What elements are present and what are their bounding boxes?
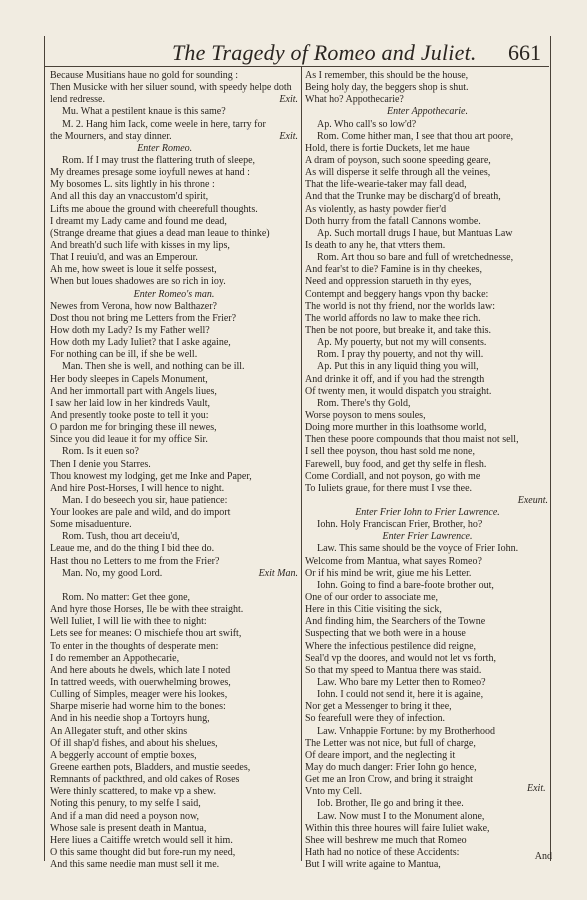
- margin-stage-direction: Exit.: [527, 783, 546, 794]
- line-text: Sharpe miserie had worne him to the bones:: [50, 701, 226, 713]
- text-line: [50, 665, 298, 677]
- line-text: Then I denie you Starres.: [50, 458, 151, 470]
- text-line: [50, 653, 298, 665]
- text-line: [50, 446, 298, 458]
- catchword: And: [534, 851, 552, 862]
- text-line: [305, 811, 550, 823]
- line-text: Vnto my Cell.: [305, 786, 362, 798]
- text-line: [50, 434, 298, 446]
- line-text: Suspecting that we both were in a house: [305, 628, 466, 640]
- line-text: Farewell, buy food, and get thy selfe in flesh.: [305, 458, 487, 470]
- line-text: Then these poore compounds that thou maist not sell,: [305, 434, 519, 446]
- line-text: O pardon me for bringing these ill newes,: [50, 422, 217, 434]
- text-line: [50, 82, 298, 94]
- line-text: I saw her laid low in her kindreds Vault,: [50, 397, 211, 409]
- text-line: [305, 483, 550, 495]
- line-text: Hold, there is fortie Duckets, let me haue: [305, 142, 470, 154]
- line-text: Thou knowest my lodging, get me Inke and Paper,: [50, 470, 252, 482]
- text-line: [50, 677, 298, 689]
- line-text: Or if his mind be writ, giue me his Letter.: [305, 567, 472, 579]
- line-text: Because Musitians haue no gold for sounding :: [50, 70, 239, 81]
- line-text: Whose sale is present death in Mantua,: [50, 822, 207, 834]
- line-text: To Iuliets graue, for there must I vse thee.: [305, 482, 473, 494]
- text-line: [305, 131, 550, 143]
- line-text: Law. Now must I to the Monument alone,: [317, 810, 485, 822]
- text-line: [305, 82, 550, 94]
- text-line: [305, 349, 550, 361]
- text-line: [50, 689, 298, 701]
- text-line: [305, 228, 550, 240]
- line-text: Rom. Art thou so bare and full of wretchednesse,: [317, 252, 514, 264]
- line-text: In tattred weeds, with ouerwhelming browes,: [50, 677, 231, 689]
- line-text: And hire Post-Horses, I will hence to night.: [50, 482, 225, 494]
- text-line: [305, 519, 550, 531]
- text-line: [305, 774, 550, 786]
- text-line: [305, 653, 550, 665]
- text-line: [50, 762, 298, 774]
- line-text: Enter Romeo's man.: [133, 288, 215, 300]
- text-line: [50, 616, 298, 628]
- text-line: [305, 325, 550, 337]
- line-text: Then be not poore, but breake it, and take this.: [305, 324, 492, 336]
- line-text: Man. No, my good Lord.: [62, 567, 163, 579]
- text-line: [305, 94, 550, 106]
- line-text: Mu. What a pestilent knaue is this same?: [62, 106, 226, 118]
- text-line: [305, 713, 550, 725]
- text-line: [305, 543, 550, 555]
- line-text: Enter Appothecarie.: [387, 106, 468, 118]
- text-line: [305, 119, 550, 131]
- line-text: And that the Trunke may be discharg'd of breath,: [305, 191, 501, 203]
- line-text: And fear'st to die? Famine is in thy cheekes,: [305, 264, 483, 276]
- line-text: As I remember, this should be the house,: [305, 70, 469, 81]
- text-line: [50, 301, 298, 313]
- right-column: [305, 70, 550, 871]
- text-line: [305, 641, 550, 653]
- text-line: [50, 823, 298, 835]
- text-line: [305, 786, 550, 798]
- line-text: As violently, as hasty powder fier'd: [305, 203, 447, 215]
- text-line: [305, 374, 550, 386]
- line-text: Ap. Such mortall drugs I haue, but Mantuas Law: [317, 227, 513, 239]
- text-line: [50, 580, 298, 592]
- running-header: [44, 36, 549, 67]
- column-divider: [301, 66, 302, 861]
- line-text: M. 2. Hang him Iack, come weele in here, tarry for: [62, 118, 266, 130]
- text-line: [305, 264, 550, 276]
- text-line: [305, 70, 550, 82]
- text-line: [305, 240, 550, 252]
- text-line: [50, 276, 298, 288]
- line-text: A beggerly account of emptie boxes,: [50, 749, 197, 761]
- line-text: So that my speed to Mantua there was staid.: [305, 664, 482, 676]
- line-text: And all this day an vnaccustom'd spirit,: [50, 191, 209, 203]
- text-line: [50, 641, 298, 653]
- text-line: [50, 252, 298, 264]
- text-line: [50, 786, 298, 798]
- left-column: [50, 70, 298, 871]
- text-line: [50, 859, 298, 871]
- line-text: And drinke it off, and if you had the strength: [305, 373, 485, 385]
- text-line: [50, 592, 298, 604]
- line-text: O this same thought did but fore-run my need,: [50, 847, 236, 858]
- text-line: [50, 701, 298, 713]
- text-line: [50, 398, 298, 410]
- line-text: Newes from Verona, how now Balthazer?: [50, 300, 217, 312]
- line-text: Shee will beshrew me much that Romeo: [305, 834, 467, 846]
- text-line: [305, 835, 550, 847]
- line-text: And in his needie shop a Tortoyrs hung,: [50, 713, 210, 725]
- line-text: Man. I do beseech you sir, haue patience:: [62, 494, 228, 506]
- line-text: My bosomes L. sits lightly in his throne :: [50, 179, 215, 191]
- text-line: [50, 568, 298, 580]
- line-text: That the life-wearie-taker may fall dead,: [305, 179, 467, 191]
- text-line: [50, 179, 298, 191]
- text-line: [305, 361, 550, 373]
- text-line: [305, 252, 550, 264]
- line-text: Rom. I pray thy pouerty, and not thy will.: [317, 349, 484, 361]
- line-text: To enter in the thoughts of desperate men:: [50, 640, 219, 652]
- text-line: [50, 119, 298, 131]
- line-text: Doing more murther in this loathsome world,: [305, 422, 487, 434]
- stage-direction: [50, 143, 298, 155]
- text-line: [305, 471, 550, 483]
- line-text: Law. This same should be the voyce of Frier Iohn.: [317, 543, 519, 555]
- line-text: Culling of Simples, meager were his lookes,: [50, 689, 228, 701]
- text-line: [50, 325, 298, 337]
- text-line: [50, 713, 298, 725]
- line-text: Here in this Citie visiting the sick,: [305, 604, 442, 616]
- exit-direction: Exit.: [279, 94, 298, 106]
- line-text: Hast thou no Letters to me from the Frier?: [50, 555, 220, 567]
- text-line: [305, 665, 550, 677]
- text-line: [50, 240, 298, 252]
- text-line: [50, 847, 298, 859]
- line-text: Where the infectious pestilence did reigne,: [305, 640, 477, 652]
- line-text: Rom. If I may trust the flattering truth of sleepe,: [62, 154, 256, 166]
- line-text: The world affords no law to make thee rich.: [305, 312, 481, 324]
- text-line: [50, 374, 298, 386]
- text-line: [305, 410, 550, 422]
- text-line: [305, 276, 550, 288]
- line-text: Law. Vnhappie Fortune: by my Brotherhood: [317, 725, 496, 737]
- text-line: [50, 738, 298, 750]
- text-line: [305, 204, 550, 216]
- line-text: Some misaduenture.: [50, 519, 132, 531]
- text-line: [305, 798, 550, 810]
- line-text: And breath'd such life with kisses in my lips,: [50, 239, 230, 251]
- text-line: [50, 531, 298, 543]
- line-text: Enter Frier Iohn to Frier Lawrence.: [355, 507, 500, 519]
- line-text: Get me an Iron Crow, and bring it straight: [305, 774, 473, 786]
- text-line: [305, 568, 550, 580]
- text-line: [50, 628, 298, 640]
- text-line: [50, 798, 298, 810]
- line-text: Doth hurry from the fatall Cannons wombe.: [305, 215, 481, 227]
- text-line: [305, 556, 550, 568]
- line-text: Law. Who bare my Letter then to Romeo?: [317, 677, 486, 689]
- text-line: [305, 580, 550, 592]
- text-line: [50, 70, 298, 82]
- line-text: And if a man did need a poyson now,: [50, 810, 200, 822]
- line-text: And here abouts he dwels, which late I noted: [50, 664, 231, 676]
- line-text: Ap. Who call's so low'd?: [317, 118, 417, 130]
- text-line: [50, 483, 298, 495]
- line-text: Her body sleepes in Capels Monument,: [50, 373, 208, 385]
- page-number: 661: [508, 40, 541, 65]
- line-text: Rom. Come hither man, I see that thou art poore,: [317, 130, 514, 142]
- text-line: [50, 361, 298, 373]
- text-line: [50, 495, 298, 507]
- text-line: [50, 835, 298, 847]
- text-line: [50, 106, 298, 118]
- text-line: [305, 179, 550, 191]
- text-line: [50, 471, 298, 483]
- line-text: But I will write againe to Mantua,: [305, 859, 441, 871]
- line-text: What ho? Appothecarie?: [305, 94, 404, 106]
- line-text: Well Iuliet, I will lie with thee to night:: [50, 616, 207, 628]
- text-line: [305, 592, 550, 604]
- line-text: Enter Romeo.: [137, 142, 193, 154]
- exit-direction: Exit Man.: [258, 567, 298, 579]
- line-text: Welcome from Mantua, what sayes Romeo?: [305, 555, 482, 567]
- line-text: Need and oppression starueth in thy eyes,: [305, 276, 472, 288]
- line-text: And presently tooke poste to tell it you:: [50, 409, 209, 421]
- text-line: [50, 556, 298, 568]
- text-line: [305, 386, 550, 398]
- exit-direction: Exit.: [279, 130, 298, 142]
- text-line: [305, 422, 550, 434]
- line-text: Man. Then she is well, and nothing can be ill.: [62, 361, 245, 373]
- line-text: I dreamt my Lady came and found me dead,: [50, 215, 227, 227]
- text-line: [305, 750, 550, 762]
- text-line: [305, 616, 550, 628]
- text-line: [305, 216, 550, 228]
- text-line: [305, 434, 550, 446]
- line-text: Ap. My pouerty, but not my will consents.: [317, 337, 487, 349]
- line-text: May do much danger: Frier Iohn go hence,: [305, 762, 477, 774]
- line-text: the Mourners, and stay dinner.: [50, 130, 172, 142]
- text-line: [305, 847, 550, 859]
- line-text: Exeunt.: [517, 494, 548, 506]
- text-line: [50, 543, 298, 555]
- stage-direction: [50, 289, 298, 301]
- text-line: [305, 313, 550, 325]
- line-text: Rom. Is it euen so?: [62, 446, 139, 458]
- text-line: [50, 167, 298, 179]
- line-text: Your lookes are pale and wild, and do import: [50, 507, 231, 519]
- text-line: [305, 155, 550, 167]
- text-line: [50, 313, 298, 325]
- line-text: When but loues shadowes are so rich in ioy.: [50, 276, 226, 288]
- line-text: Enter Frier Lawrence.: [382, 531, 473, 543]
- line-text: (Strange dreame that giues a dead man leaue to thinke): [50, 227, 270, 239]
- line-text: Here liues a Caitiffe wretch would sell it him.: [50, 834, 233, 846]
- line-text: Rom. No matter: Get thee gone,: [62, 592, 191, 604]
- text-line: [50, 459, 298, 471]
- text-line: [305, 191, 550, 203]
- line-text: And this same needie man must sell it me.: [50, 859, 220, 871]
- line-text: My dreames presage some ioyfull newes at hand :: [50, 167, 250, 179]
- line-text: Remnants of packthred, and old cakes of Roses: [50, 774, 240, 786]
- line-text: Rom. Tush, thou art deceiu'd,: [62, 531, 180, 543]
- line-text: So fearefull were they of infection.: [305, 713, 445, 725]
- text-line: [50, 726, 298, 738]
- text-line: [50, 228, 298, 240]
- line-text: Then Musicke with her siluer sound, with speedy helpe doth: [50, 82, 292, 94]
- stage-direction: [305, 106, 550, 118]
- text-line: [305, 289, 550, 301]
- line-text: Being holy day, the beggers shop is shut.: [305, 82, 469, 94]
- text-line: [50, 264, 298, 276]
- line-text: The Letter was not nice, but full of charge,: [305, 737, 476, 749]
- line-text: That I reuiu'd, and was an Emperour.: [50, 252, 198, 264]
- stage-direction: [305, 507, 550, 519]
- line-text: As will disperse it selfe through all the veines,: [305, 167, 491, 179]
- text-line: [305, 689, 550, 701]
- text-line: [50, 94, 298, 106]
- line-text: Is death to any he, that vtters them.: [305, 239, 446, 251]
- line-text: Ah me, how sweet is loue it selfe possest,: [50, 264, 217, 276]
- line-text: Come Cordiall, and not poyson, go with me: [305, 470, 481, 482]
- text-line: [50, 131, 298, 143]
- text-line: [50, 155, 298, 167]
- line-text: Nor get a Messenger to bring it thee,: [305, 701, 452, 713]
- line-text: Since you did leaue it for my office Sir.: [50, 434, 208, 446]
- line-text: For nothing can be ill, if she be well.: [50, 349, 198, 361]
- line-text: Iohn. Going to find a bare-foote brother out,: [317, 579, 494, 591]
- line-text: lend redresse.: [50, 94, 105, 106]
- text-line: [50, 216, 298, 228]
- line-text: Of ill shap'd fishes, and about his shelues,: [50, 737, 218, 749]
- line-text: Rom. There's thy Gold,: [317, 397, 411, 409]
- text-line: [50, 422, 298, 434]
- line-text: Noting this penury, to my selfe I said,: [50, 798, 201, 810]
- line-text: Contempt and beggery hangs vpon thy backe:: [305, 288, 489, 300]
- text-line: [305, 762, 550, 774]
- text-line: [50, 519, 298, 531]
- line-text: Iob. Brother, Ile go and bring it thee.: [317, 798, 464, 810]
- text-line: [305, 446, 550, 458]
- line-text: Seal'd vp the doores, and would not let vs forth,: [305, 652, 496, 664]
- text-line: [50, 386, 298, 398]
- line-text: Of twenty men, it would dispatch you straight.: [305, 385, 492, 397]
- text-line: [305, 167, 550, 179]
- text-line: [50, 410, 298, 422]
- line-text: Worse poyson to mens soules,: [305, 409, 426, 421]
- text-line: [305, 628, 550, 640]
- line-text: Iohn. I could not send it, here it is againe,: [317, 689, 484, 701]
- text-line: [50, 191, 298, 203]
- text-line: [50, 507, 298, 519]
- text-line: [305, 701, 550, 713]
- line-text: I do remember an Appothecarie,: [50, 652, 180, 664]
- line-text: Leaue me, and do the thing I bid thee do.: [50, 543, 215, 555]
- text-line: [305, 301, 550, 313]
- line-text: Were thinly scattered, to make vp a shew.: [50, 786, 216, 798]
- line-text: And hyre those Horses, Ile be with thee straight.: [50, 604, 244, 616]
- line-text: And finding him, the Searchers of the Towne: [305, 616, 486, 628]
- text-line: [305, 398, 550, 410]
- line-text: A dram of poyson, such soone speeding geare,: [305, 154, 491, 166]
- line-text: Iohn. Holy Franciscan Frier, Brother, ho?: [317, 519, 483, 531]
- text-line: [305, 337, 550, 349]
- text-line: [50, 204, 298, 216]
- text-line: [50, 349, 298, 361]
- text-line: [50, 811, 298, 823]
- line-text: How doth my Lady Iuliet? that I aske againe,: [50, 337, 231, 349]
- text-line: [305, 677, 550, 689]
- text-line: [305, 726, 550, 738]
- text-line: [50, 750, 298, 762]
- line-text: Of deare import, and the neglecting it: [305, 749, 456, 761]
- line-text: One of our order to associate me,: [305, 592, 439, 604]
- line-text: Lets see for meanes: O mischiefe thou art swift,: [50, 628, 242, 640]
- text-line: [305, 459, 550, 471]
- text-line: [305, 823, 550, 835]
- stage-direction: [305, 495, 550, 507]
- text-line: [305, 859, 550, 871]
- line-text: Dost thou not bring me Letters from the Frier?: [50, 312, 237, 324]
- line-text: The world is not thy friend, nor the worlds law:: [305, 300, 495, 312]
- line-text: And her immortall part with Angels liues,: [50, 385, 217, 397]
- text-line: [50, 337, 298, 349]
- line-text: Hath had no notice of these Accidents:: [305, 847, 460, 858]
- line-text: Greene earthen pots, Bladders, and mustie seedes,: [50, 762, 251, 774]
- line-text: An Allegater stuft, and other skins: [50, 725, 188, 737]
- line-text: How doth my Lady? Is my Father well?: [50, 324, 210, 336]
- running-title: The Tragedy of Romeo and Juliet.: [172, 40, 477, 65]
- line-text: Lifts me aboue the ground with cheerefull thoughts.: [50, 203, 258, 215]
- text-line: [305, 604, 550, 616]
- stage-direction: [305, 531, 550, 543]
- line-text: Within this three houres will faire Iuliet wake,: [305, 822, 490, 834]
- line-text: I sell thee poyson, thou hast sold me none,: [305, 446, 475, 458]
- text-line: [305, 738, 550, 750]
- text-line: [50, 774, 298, 786]
- text-line: [305, 143, 550, 155]
- line-text: Ap. Put this in any liquid thing you will,: [317, 361, 479, 373]
- text-line: [50, 604, 298, 616]
